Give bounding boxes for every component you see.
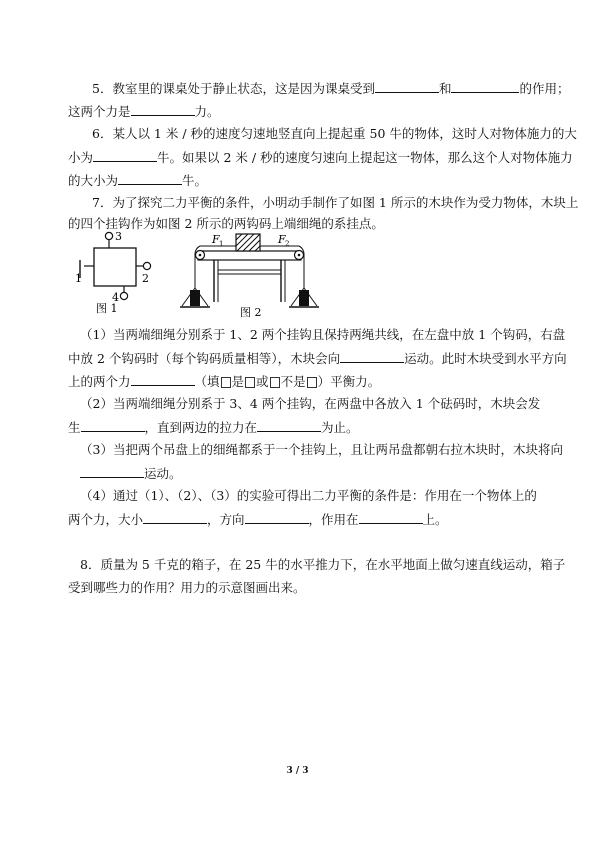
q7-p1-text-c: 运动。此时木块受到水平方向 [404, 351, 567, 366]
q7-p4-text-a: （4）通过（1）、（2）、（3）的实验可得出二力平衡的条件是：作用在一个物体上的 [80, 488, 537, 503]
q6-answer-blank-2[interactable] [118, 172, 182, 185]
q6-line1 [92, 126, 577, 142]
q7-p2-text-b: 生 [68, 420, 81, 435]
hook-1-label: 1 [75, 272, 82, 285]
wood-block [94, 248, 136, 286]
q7-p4-answer-blank-2[interactable] [245, 511, 309, 524]
hook-2-label: 2 [142, 272, 149, 285]
f2-subscript: 2 [285, 240, 290, 248]
q7-p4-answer-blank-3[interactable] [359, 511, 423, 524]
q8-text-b: 受到哪些力的作用？用力的示意图画出来。 [68, 580, 306, 595]
q5-text-c: 的作用； [519, 81, 570, 96]
q7-p2-line2 [68, 419, 359, 436]
hook-1 [75, 260, 94, 285]
q5-line2 [68, 103, 220, 120]
q7-p4-answer-blank-1[interactable] [143, 511, 207, 524]
q7-p3-line1 [80, 442, 563, 458]
q7-p3-line2 [80, 465, 182, 482]
q7-p1-line2 [68, 350, 567, 367]
q6-text-e: 牛。 [182, 173, 208, 188]
q7-p1-text-or: 或 [256, 374, 269, 389]
q7-p3-answer-blank-1[interactable] [80, 465, 144, 478]
q7-text-b: 的四个挂钩作为如图 2 所示的两钩码上端细绳的系挂点。 [68, 216, 384, 231]
wood-block-hatched [236, 234, 260, 251]
q7-p1-option-no: 不是 [280, 374, 306, 389]
f1-letter: F [212, 233, 220, 246]
figure-2-caption: 图 2 [240, 306, 262, 318]
q7-p4-text-d: ，作用在 [308, 512, 359, 527]
q7-p1-text-a: （1）当两端细绳分别系于 1、2 两个挂钩且保持两绳共线，在左盘中放 1 个钩码，右盘 [80, 327, 566, 342]
right-pan-with-weights [289, 288, 319, 307]
q5-answer-blank-3[interactable] [131, 103, 195, 116]
hook-4-label: 4 [112, 291, 119, 304]
open-quote-box [221, 377, 231, 388]
q7-p1-option-yes: 是 [231, 374, 245, 389]
q7-p1-text-d: 上的两个力 [68, 374, 131, 389]
hook-2 [136, 262, 151, 285]
q8-text-a: 8．质量为 5 千克的箱子，在 25 牛的水平推力下，在水平地面上做匀速直线运动，箱子 [80, 557, 566, 572]
q7-p3-text-a: （3）当把两个吊盘上的细绳都系于一个挂钩上，且让两吊盘都朝右拉木块时，木块将向 [80, 442, 563, 457]
q7-text-a: 7．为了探究二力平衡的条件，小明动手制作了如图 1 所示的木块作为受力物体，木块上 [92, 195, 579, 210]
q7-p1-answer-blank-2[interactable] [131, 373, 195, 386]
q7-p4-text-b: 两个力，大小 [68, 512, 144, 527]
q5-text-d: 这两个力是 [68, 104, 131, 119]
close-quote-box [245, 377, 255, 388]
q8-line1 [80, 557, 565, 573]
q7-p4-line2 [68, 511, 448, 528]
close-quote-box [307, 377, 317, 388]
f2-letter: F [278, 233, 286, 246]
q6-text-a: 6．某人以 1 米 / 秒的速度匀速地竖直向上提起重 50 牛的物体，这时人对物体施力的大 [92, 126, 577, 141]
q7-p4-text-c: ，方向 [207, 512, 245, 527]
q7-p4-text-e: 上。 [422, 512, 448, 527]
q7-p1-text-e: （填 [194, 374, 220, 389]
q6-answer-blank-1[interactable] [93, 149, 157, 162]
q7-p2-text-c: ，直到两边的拉力在 [144, 420, 258, 435]
q7-p1-line1 [80, 327, 565, 343]
q7-p2-text-d: 为止。 [321, 420, 359, 435]
q7-line1 [92, 195, 578, 211]
q6-text-d: 的大小为 [68, 173, 119, 188]
q5-answer-blank-1[interactable] [375, 80, 439, 93]
right-pulley [295, 251, 304, 260]
figure-1-caption: 图 1 [96, 302, 118, 314]
q7-p2-answer-blank-1[interactable] [81, 419, 145, 432]
q5-answer-blank-2[interactable] [451, 80, 519, 93]
force-f1-label [211, 233, 223, 248]
q6-text-c: 牛。如果以 2 米 / 秒的速度匀速向上提起这一物体，那么这个人对物体施力 [157, 150, 573, 165]
hook-3 [105, 230, 122, 248]
figure-2-apparatus [180, 226, 330, 318]
q6-text-b: 小为 [68, 150, 94, 165]
q7-p1-answer-blank-1[interactable] [340, 350, 404, 363]
q6-line2 [68, 149, 573, 166]
q5-line1 [92, 80, 570, 97]
f1-subscript: 1 [219, 240, 224, 248]
hook-3-label: 3 [115, 230, 122, 243]
q7-p3-text-b: 运动。 [144, 466, 182, 481]
q7-p2-text-a: （2）当两端细绳分别系于 3、4 两个挂钩，在两盘中各放入 1 个砝码时，木块会发 [80, 396, 541, 411]
table [198, 251, 301, 302]
left-pan-with-weights [180, 288, 210, 307]
page-number: 3 / 3 [286, 766, 309, 776]
q7-p2-line1 [80, 396, 540, 412]
open-quote-box [270, 377, 280, 388]
q5-text-a: 5．教室里的课桌处于静止状态，这是因为课桌受到 [92, 81, 375, 96]
q7-p1-text-f: ）平衡力。 [317, 374, 381, 389]
q5-text-b: 和 [438, 81, 452, 96]
q7-p1-line3 [68, 373, 380, 390]
figure-1-block-diagram [72, 228, 162, 314]
force-f2-label [277, 233, 289, 248]
q6-line3 [68, 172, 207, 189]
q7-p4-line1 [80, 488, 537, 504]
q7-p1-text-b: 中放 2 个钩码时（每个钩码质量相等），木块会向 [68, 351, 341, 366]
q5-text-e: 力。 [194, 104, 220, 119]
q8-line2 [68, 580, 306, 596]
q7-p2-answer-blank-2[interactable] [257, 419, 321, 432]
left-pulley [196, 251, 205, 260]
